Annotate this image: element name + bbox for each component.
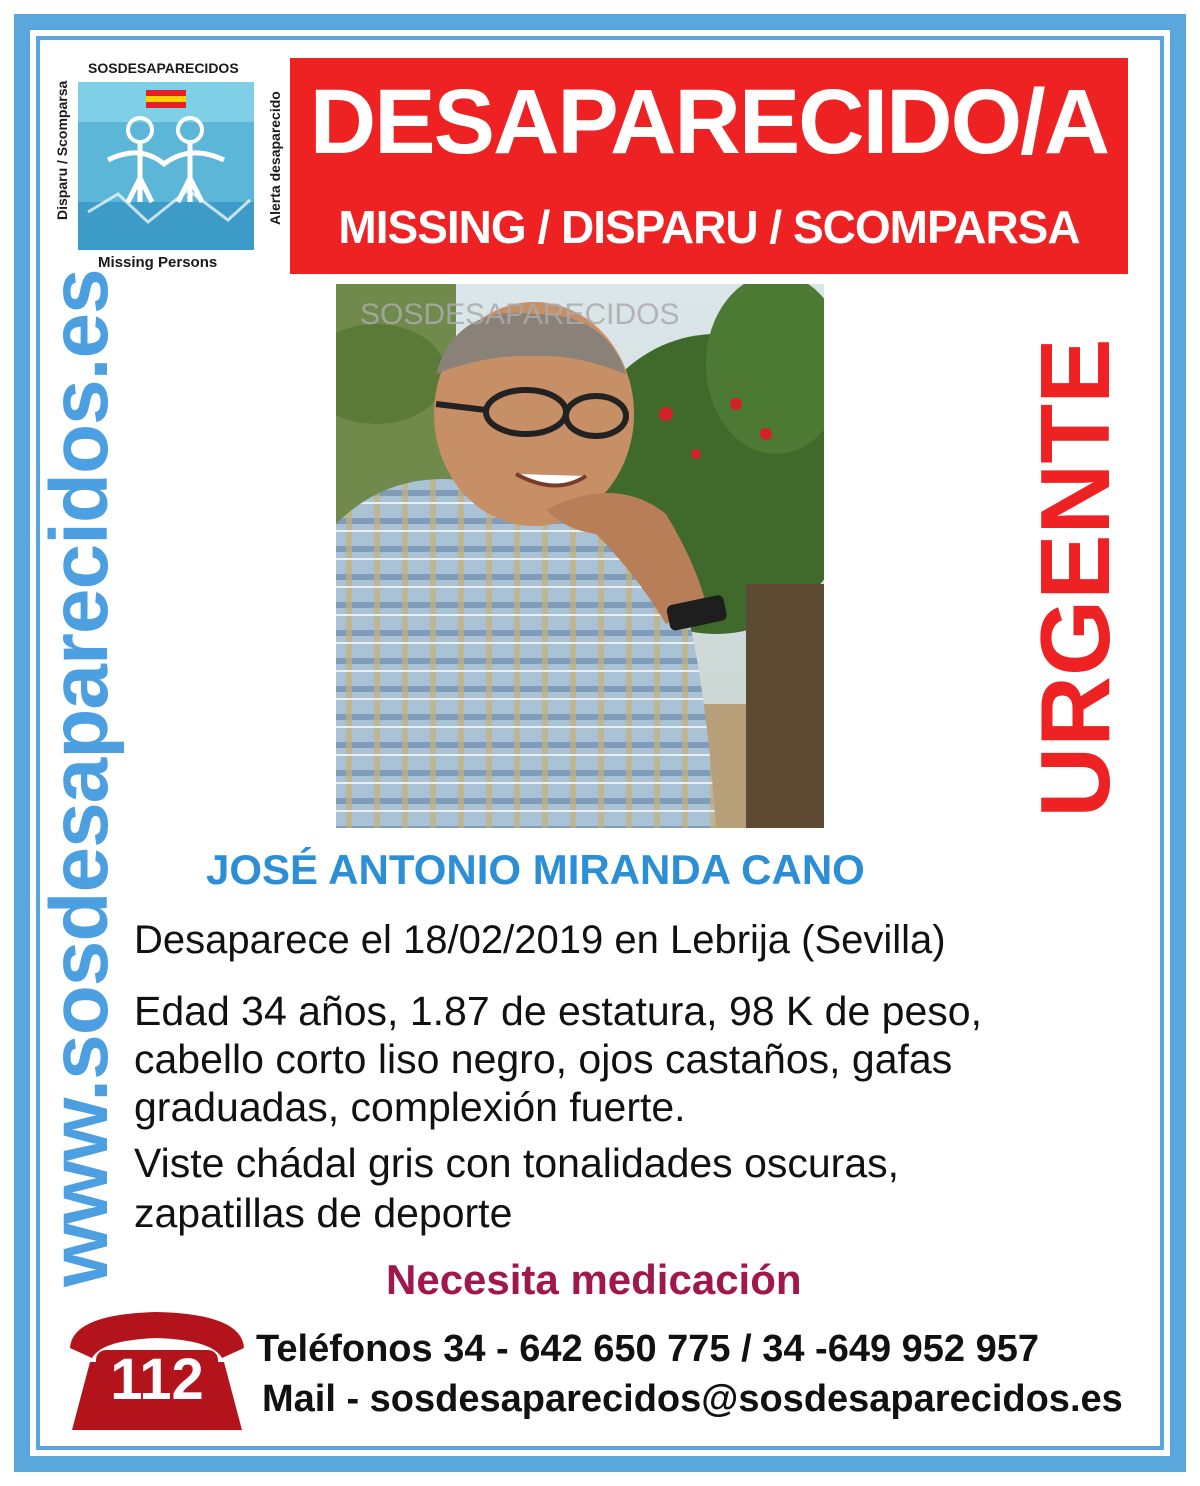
- contact-email: Mail - sosdesaparecidos@sosdesaparecidos.es: [262, 1378, 1123, 1420]
- logo-bottom-text: Missing Persons: [98, 254, 218, 271]
- missing-banner: [290, 58, 1128, 274]
- website-url: www.sosdesaparecidos.es: [34, 269, 125, 1287]
- urgent-label: URGENTE: [1020, 338, 1130, 818]
- organization-logo: [52, 52, 283, 274]
- logo-right-text: Alerta desaparecido: [267, 91, 283, 225]
- phone-numbers: Teléfonos 34 - 642 650 775 / 34 -649 952 957: [256, 1328, 1040, 1370]
- logo-top-text: SOSDESAPARECIDOS: [88, 60, 239, 76]
- photo-watermark: SOSDESAPARECIDOS: [360, 298, 680, 331]
- banner-subtitle: MISSING / DISPARU / SCOMPARSA: [338, 201, 1080, 253]
- disappearance-info: Desaparece el 18/02/2019 en Lebrija (Sevilla): [134, 918, 946, 962]
- clothing-line: zapatillas de deporte: [134, 1190, 513, 1236]
- logo-figures-icon: [78, 82, 254, 250]
- photo-image: [336, 284, 824, 828]
- banner-title: DESAPARECIDO/A: [309, 71, 1109, 173]
- logo-left-text: Disparu / Scomparsa: [54, 80, 70, 220]
- clothing-line: Viste chádal gris con tonalidades oscuras,: [134, 1140, 900, 1186]
- description-line: graduadas, complexión fuerte.: [134, 1084, 686, 1130]
- person-name: JOSÉ ANTONIO MIRANDA CANO: [206, 846, 865, 893]
- emergency-number: 112: [110, 1347, 204, 1412]
- description-line: cabello corto liso negro, ojos castaños, gafas: [134, 1036, 953, 1082]
- person-photo: [336, 284, 824, 828]
- medical-note: Necesita medicación: [386, 1256, 802, 1303]
- description-line: Edad 34 años, 1.87 de estatura, 98 K de peso,: [134, 988, 982, 1034]
